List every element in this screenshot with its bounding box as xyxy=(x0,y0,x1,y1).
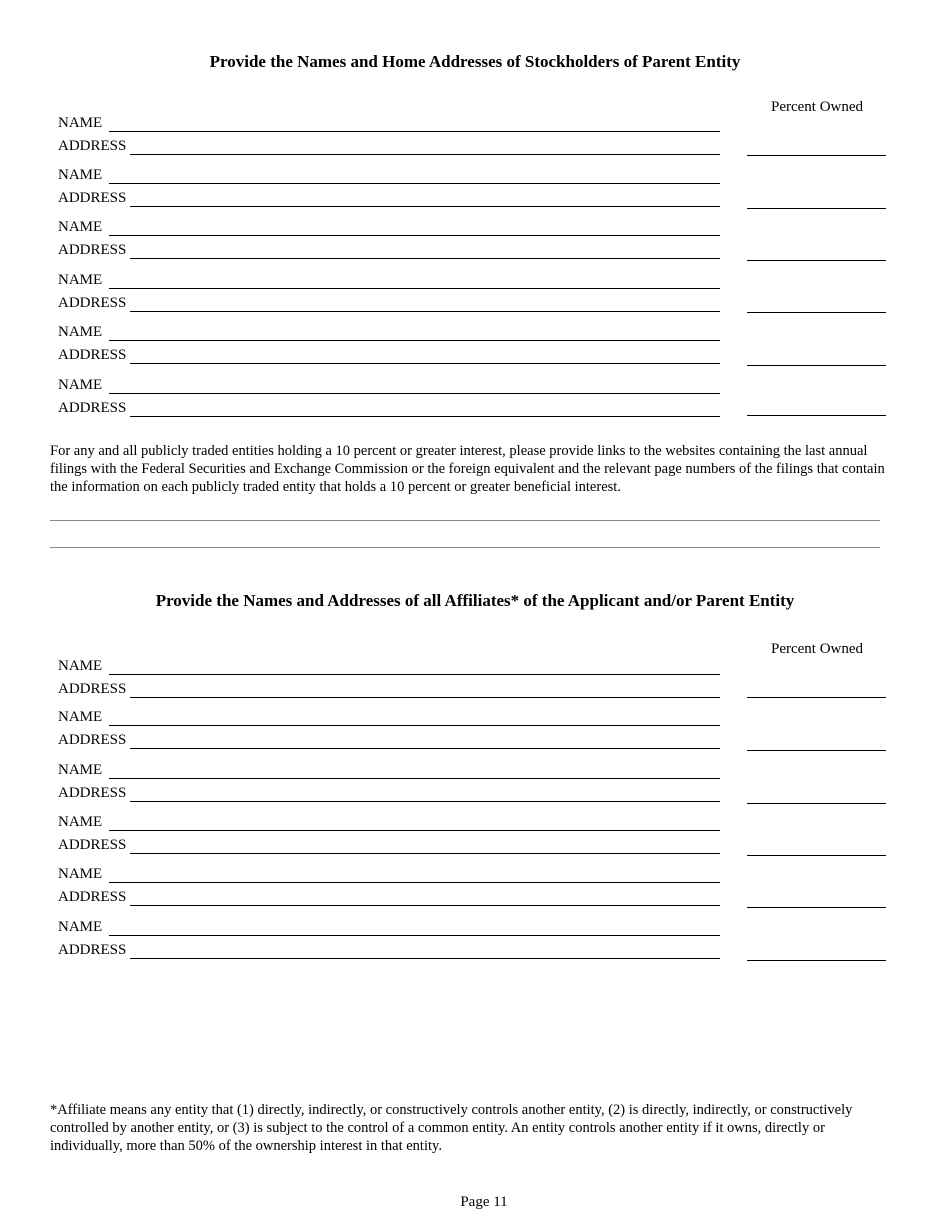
percent-owned-field[interactable] xyxy=(747,365,886,366)
name-label: NAME xyxy=(58,324,103,340)
name-field[interactable] xyxy=(109,183,720,184)
name-label: NAME xyxy=(58,709,103,725)
percent-owned-field[interactable] xyxy=(747,312,886,313)
percent-owned-field[interactable] xyxy=(747,155,886,156)
name-label: NAME xyxy=(58,272,103,288)
address-label: ADDRESS xyxy=(58,681,127,697)
address-field[interactable] xyxy=(130,154,720,155)
name-label: NAME xyxy=(58,658,103,674)
address-label: ADDRESS xyxy=(58,347,127,363)
name-label: NAME xyxy=(58,377,103,393)
percent-owned-field[interactable] xyxy=(747,750,886,751)
percent-owned-field[interactable] xyxy=(747,415,886,416)
name-field[interactable] xyxy=(109,288,720,289)
name-field[interactable] xyxy=(109,393,720,394)
section1-percent-owned-header: Percent Owned xyxy=(771,99,864,115)
name-label: NAME xyxy=(58,167,103,183)
name-field[interactable] xyxy=(109,882,720,883)
percent-owned-field[interactable] xyxy=(747,803,886,804)
address-field[interactable] xyxy=(130,311,720,312)
address-field[interactable] xyxy=(130,958,720,959)
address-field[interactable] xyxy=(130,206,720,207)
address-label: ADDRESS xyxy=(58,889,127,905)
address-label: ADDRESS xyxy=(58,400,127,416)
address-label: ADDRESS xyxy=(58,785,127,801)
address-field[interactable] xyxy=(130,801,720,802)
address-label: ADDRESS xyxy=(58,242,127,258)
section1-title: Provide the Names and Home Addresses of Stockholders of Parent Entity xyxy=(209,52,741,71)
publicly-traded-instructions: For any and all publicly traded entities holding a 10 percent or greater interest, please provide links to the websites containing the last annual filings with the Federal Securities and Exchange Commission or the foreign equivalent and the relevant page numbers of the filings that contain the information on each publicly traded entity that holds a 10 percent or greater beneficial interest. xyxy=(50,443,885,495)
address-field[interactable] xyxy=(130,416,720,417)
address-field[interactable] xyxy=(130,748,720,749)
name-label: NAME xyxy=(58,866,103,882)
name-label: NAME xyxy=(58,762,103,778)
percent-owned-field[interactable] xyxy=(747,260,886,261)
name-field[interactable] xyxy=(109,340,720,341)
name-label: NAME xyxy=(58,814,103,830)
address-field[interactable] xyxy=(130,258,720,259)
name-field[interactable] xyxy=(109,235,720,236)
name-field[interactable] xyxy=(109,935,720,936)
address-label: ADDRESS xyxy=(58,837,127,853)
percent-owned-field[interactable] xyxy=(747,697,886,698)
address-label: ADDRESS xyxy=(58,295,127,311)
name-field[interactable] xyxy=(109,131,720,132)
address-field[interactable] xyxy=(130,905,720,906)
name-field[interactable] xyxy=(109,725,720,726)
links-answer-line-1[interactable] xyxy=(50,520,880,521)
address-label: ADDRESS xyxy=(58,190,127,206)
address-label: ADDRESS xyxy=(58,732,127,748)
name-label: NAME xyxy=(58,919,103,935)
address-label: ADDRESS xyxy=(58,138,127,154)
name-label: NAME xyxy=(58,115,103,131)
name-field[interactable] xyxy=(109,830,720,831)
section2-title: Provide the Names and Addresses of all Affiliates* of the Applicant and/or Parent Entity xyxy=(155,591,795,610)
name-label: NAME xyxy=(58,219,103,235)
percent-owned-field[interactable] xyxy=(747,907,886,908)
percent-owned-field[interactable] xyxy=(747,208,886,209)
address-field[interactable] xyxy=(130,697,720,698)
percent-owned-field[interactable] xyxy=(747,960,886,961)
percent-owned-field[interactable] xyxy=(747,855,886,856)
affiliate-footnote: *Affiliate means any entity that (1) directly, indirectly, or constructively controls another entity, (2) is directly, indirectly, or constructively controlled by another entity, or (3) is subject to the control of a common entity. An entity controls another entity if it owns, directly or individually, more than 50% of the ownership interest in that entity. xyxy=(50,1102,853,1154)
section2-percent-owned-header: Percent Owned xyxy=(771,641,864,657)
address-field[interactable] xyxy=(130,853,720,854)
links-answer-line-2[interactable] xyxy=(50,547,880,548)
name-field[interactable] xyxy=(109,778,720,779)
address-label: ADDRESS xyxy=(58,942,127,958)
address-field[interactable] xyxy=(130,363,720,364)
page-number: Page 11 xyxy=(460,1194,508,1210)
name-field[interactable] xyxy=(109,674,720,675)
